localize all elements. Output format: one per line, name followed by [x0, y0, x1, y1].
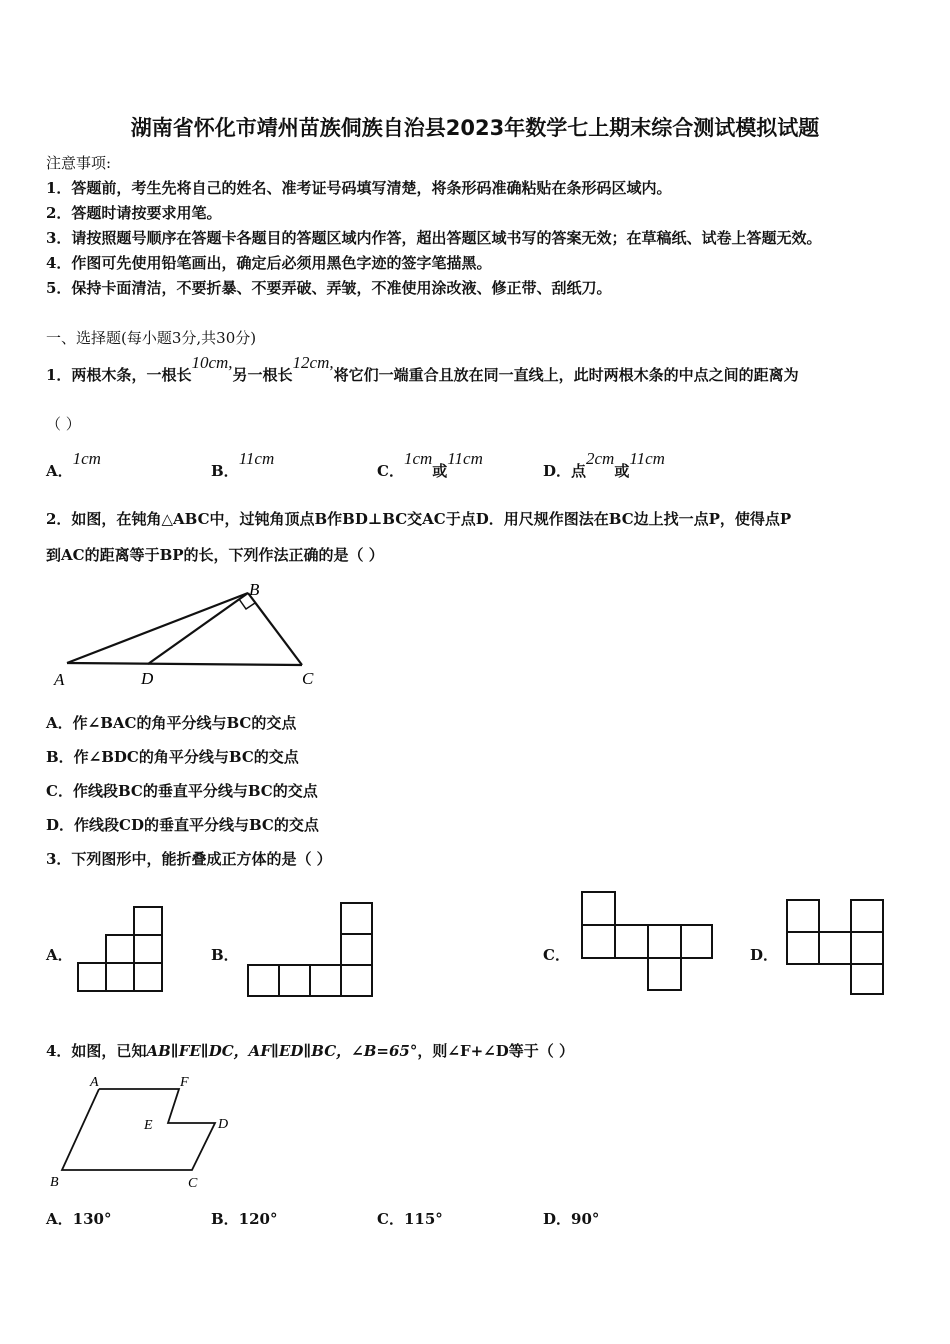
- figure-outline: [62, 1089, 215, 1170]
- notice-item: 5．保持卡面清洁，不要折暴、不要弄破、弄皱，不准使用涂改液、修正带、刮纸刀。: [46, 279, 612, 297]
- page-title: 湖南省怀化市靖州苗族侗族自治县2023年数学七上期末综合测试模拟试题: [130, 116, 820, 140]
- label-a: A: [54, 670, 65, 689]
- net-square: [787, 932, 819, 964]
- q4-option-c[interactable]: C．115°: [377, 1210, 443, 1228]
- net-squares: [787, 900, 883, 994]
- q3-net-c[interactable]: [580, 890, 716, 994]
- section-heading: 一、选择题(每小题3分,共30分): [46, 329, 257, 347]
- option-math: 11cm: [447, 449, 483, 468]
- notice-item: 3．请按照题号顺序在答题卡各题目的答题区域内作答，超出答题区域书写的答案无效；在草稿纸、试卷上答题无效。: [46, 229, 822, 247]
- net-square: [681, 925, 712, 958]
- q2-stem-line1: 2．如图，在钝角△ABC中，过钝角顶点B作BD⊥BC交AC于点D．用尺规作图法在BC边上找一点P，使得点P: [46, 510, 792, 528]
- triangle-lines: [67, 593, 302, 665]
- q1-math-1: 10cm,: [191, 353, 233, 372]
- q4-stem-math: AB∥FE∥DC，AF∥ED∥BC，∠B=65°: [146, 1042, 418, 1060]
- q4-stem-suffix: ，则∠F+∠D等于（ ）: [417, 1042, 574, 1060]
- label-f: F: [180, 1075, 189, 1090]
- q1-text-3: 将它们一端重合且放在同一直线上，此时两根木条的中点之间的距离为: [333, 366, 799, 384]
- q1-option-d[interactable]: [543, 449, 665, 481]
- net-square: [341, 903, 372, 934]
- option-math: 1cm: [72, 449, 101, 468]
- segment-ab: [67, 593, 248, 663]
- net-square: [582, 892, 615, 925]
- segment-ac: [67, 663, 302, 665]
- q1-option-c[interactable]: [377, 449, 483, 481]
- q1-paren: （ ）: [46, 415, 81, 433]
- option-label: C．: [377, 462, 404, 480]
- q2-option-d[interactable]: D．作线段CD的垂直平分线与BC的交点: [46, 816, 319, 834]
- net-square: [134, 935, 162, 963]
- label-b: B: [50, 1175, 59, 1190]
- q1-text-1: 1．两根木条，一根长: [46, 366, 192, 384]
- q1-option-b[interactable]: [211, 449, 275, 481]
- option-math: 11cm: [238, 449, 275, 468]
- net-square: [851, 964, 883, 994]
- label-e: E: [144, 1118, 153, 1133]
- net-squares: [582, 892, 712, 990]
- net-square: [78, 963, 106, 991]
- q4-stem: [46, 1040, 574, 1061]
- net-square: [648, 925, 681, 958]
- q3-stem: 3．下列图形中，能折叠成正方体的是（ ）: [46, 850, 332, 868]
- notice-heading: 注意事项:: [46, 154, 112, 172]
- net-squares: [78, 907, 162, 991]
- option-label: B．: [211, 462, 239, 480]
- q3-net-d[interactable]: [785, 898, 887, 998]
- q4-option-a[interactable]: A．130°: [46, 1210, 112, 1228]
- net-square: [248, 965, 279, 996]
- option-label: D．点: [543, 462, 587, 480]
- option-or: 或: [614, 462, 630, 480]
- notice-item: 1．答题前，考生先将自己的姓名、准考证号码填写清楚，将条形码准确粘贴在条形码区域内。: [46, 179, 672, 197]
- q4-stem-prefix: 4．如图，已知: [46, 1042, 147, 1060]
- q1-math-2: 12cm,: [292, 353, 334, 372]
- net-square: [819, 932, 851, 964]
- option-math: 1cm: [403, 449, 433, 468]
- option-math: 11cm: [629, 449, 665, 468]
- option-label: A．: [46, 462, 73, 480]
- q2-option-c[interactable]: C．作线段BC的垂直平分线与BC的交点: [46, 782, 318, 800]
- net-square: [106, 963, 134, 991]
- net-square: [341, 965, 372, 996]
- net-square: [134, 907, 162, 935]
- label-d: D: [141, 669, 154, 688]
- q1-stem: [46, 353, 799, 385]
- net-square: [134, 963, 162, 991]
- q4-option-d[interactable]: D．90°: [543, 1210, 600, 1228]
- label-c: C: [188, 1176, 198, 1191]
- net-square: [341, 934, 372, 965]
- label-a: A: [90, 1075, 99, 1090]
- q1-text-2: 另一根长: [232, 366, 293, 384]
- option-or: 或: [432, 462, 448, 480]
- notice-item: 4．作图可先使用铅笔画出，确定后必须用黑色字迹的签字笔描黑。: [46, 254, 492, 272]
- net-squares: [248, 903, 372, 996]
- q2-stem-line2: 到AC的距离等于BP的长，下列作法正确的是（ ）: [46, 546, 384, 564]
- net-square: [787, 900, 819, 932]
- q3-option-c-label[interactable]: C．: [543, 946, 570, 964]
- q3-net-a[interactable]: [76, 905, 168, 995]
- segment-bc: [248, 593, 302, 665]
- net-square: [310, 965, 341, 996]
- net-square: [648, 958, 681, 990]
- figure-lines: [62, 1089, 215, 1170]
- q4-parallelogram-figure: [44, 1072, 244, 1194]
- segment-bd: [148, 593, 248, 664]
- q3-option-a-label[interactable]: A．: [46, 946, 73, 964]
- label-c: C: [302, 669, 314, 688]
- q4-option-b[interactable]: B．120°: [211, 1210, 278, 1228]
- notice-item: 2．答题时请按要求用笔。: [46, 204, 222, 222]
- net-square: [279, 965, 310, 996]
- label-d: D: [218, 1117, 229, 1132]
- net-square: [851, 900, 883, 932]
- q3-option-b-label[interactable]: B．: [211, 946, 239, 964]
- net-square: [582, 925, 615, 958]
- q1-option-a[interactable]: [46, 449, 101, 481]
- net-square: [851, 932, 883, 964]
- q3-net-b[interactable]: [246, 901, 376, 1001]
- net-square: [106, 935, 134, 963]
- q3-option-d-label[interactable]: D．: [750, 946, 779, 964]
- net-square: [615, 925, 648, 958]
- label-b: B: [249, 580, 260, 599]
- q2-option-a[interactable]: A．作∠BAC的角平分线与BC的交点: [46, 714, 297, 732]
- q2-triangle-figure: [50, 578, 340, 693]
- option-math: 2cm: [586, 449, 615, 468]
- q2-option-b[interactable]: B．作∠BDC的角平分线与BC的交点: [46, 748, 299, 766]
